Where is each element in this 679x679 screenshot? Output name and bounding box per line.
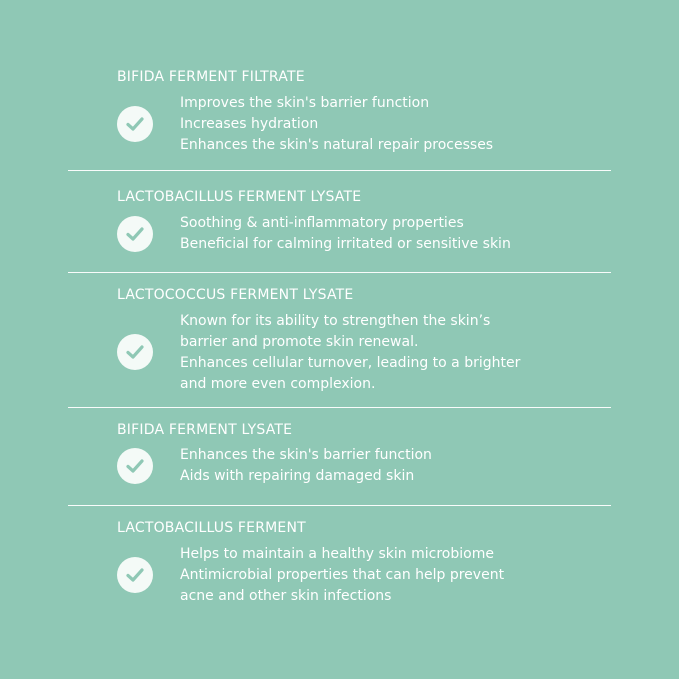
benefit-line: Enhances the skin's natural repair processes: [180, 137, 494, 153]
benefit-line: Enhances the skin's barrier function: [180, 447, 432, 463]
benefit-line: Beneficial for calming irritated or sensitive skin: [180, 236, 511, 252]
benefit-line: Known for its ability to strengthen the skin’s: [180, 313, 491, 329]
check-circle-icon: [117, 448, 153, 484]
ingredient-title: BIFIDA FERMENT LYSATE: [117, 422, 293, 438]
benefit-line: Soothing & anti-inflammatory properties: [180, 215, 464, 231]
check-circle-icon: [117, 106, 153, 142]
ingredient-title: LACTOBACILLUS FERMENT: [117, 520, 306, 536]
benefit-line: Antimicrobial properties that can help prevent: [180, 567, 505, 583]
section-divider: [68, 170, 611, 171]
ingredient-benefits: [180, 445, 432, 487]
ingredient-benefits: [180, 213, 511, 255]
benefit-line: and more even complexion.: [180, 376, 376, 392]
benefit-line: Enhances cellular turnover, leading to a brighter: [180, 355, 521, 371]
check-circle-icon: [117, 557, 153, 593]
benefit-line: acne and other skin infections: [180, 588, 392, 604]
ingredient-benefits: [180, 93, 493, 156]
check-circle-icon: [117, 216, 153, 252]
section-divider: [68, 505, 611, 506]
ingredient-benefits: [180, 544, 504, 607]
benefit-line: Increases hydration: [180, 116, 319, 132]
ingredient-title: LACTOCOCCUS FERMENT LYSATE: [117, 287, 354, 303]
benefit-line: Aids with repairing damaged skin: [180, 468, 415, 484]
check-circle-icon: [117, 334, 153, 370]
ingredient-title: LACTOBACILLUS FERMENT LYSATE: [117, 189, 362, 205]
section-divider: [68, 272, 611, 273]
benefit-line: barrier and promote skin renewal.: [180, 334, 419, 350]
ingredient-benefits: [180, 311, 520, 395]
benefit-line: Helps to maintain a healthy skin microbiome: [180, 546, 494, 562]
ingredient-title: BIFIDA FERMENT FILTRATE: [117, 69, 305, 85]
benefit-line: Improves the skin's barrier function: [180, 95, 430, 111]
section-divider: [68, 407, 611, 408]
